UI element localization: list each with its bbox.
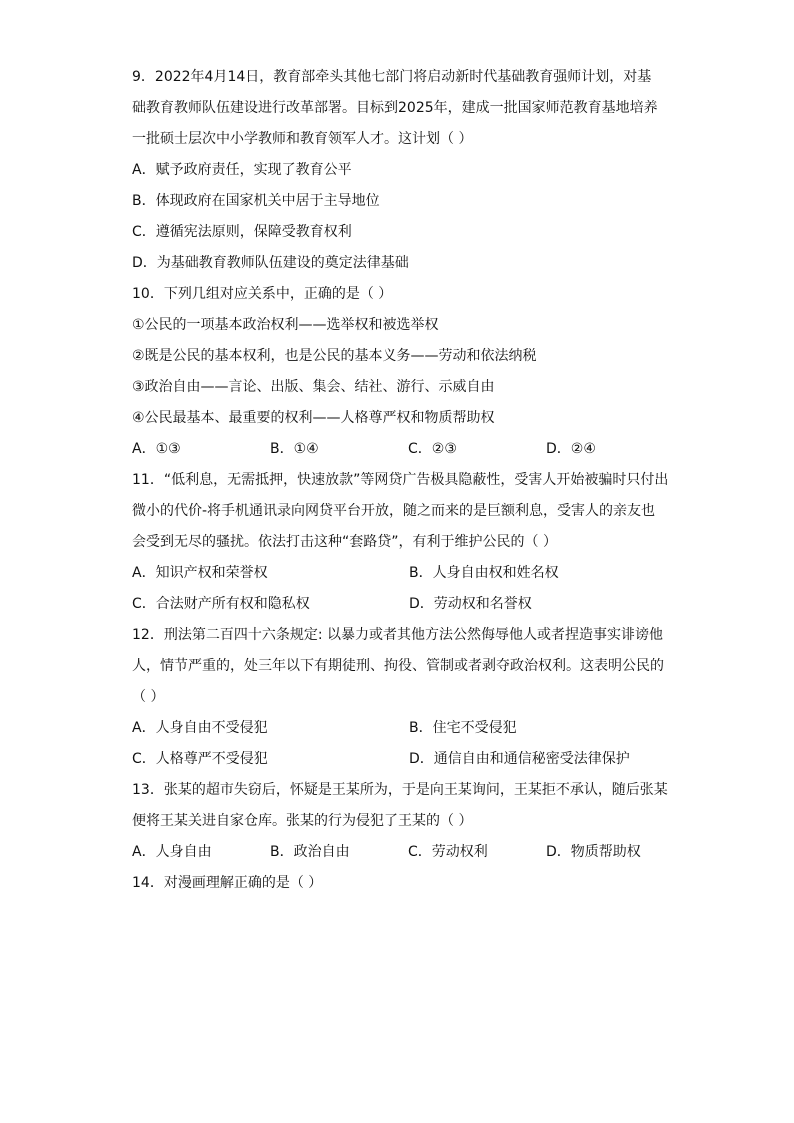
question-stem-line: 一批硕士层次中小学教师和教育领军人才。这计划（ ） (132, 131, 473, 147)
statement-1: ①公民的一项基本政治权利——选举权和被选举权 (132, 317, 439, 333)
question-stem-line: 11．“低利息，无需抵押，快速放款”等网贷广告极具隐蔽性，受害人开始被骗时只付出 (132, 472, 669, 488)
question-stem-line: 人，情节严重的，处三年以下有期徒刑、拘役、管制或者剥夺政治权利。这表明公民的 (132, 658, 664, 674)
option-b: B．①④ (270, 441, 319, 457)
options-row (132, 434, 672, 465)
question-stem-line: 会受到无尽的骚扰。依法打击这种“套路贷”，有利于维护公民的（ ） (132, 534, 557, 550)
options-row (132, 558, 672, 589)
statement-2: ②既是公民的基本权利，也是公民的基本义务——劳动和依法纳税 (132, 348, 537, 364)
option-c: C．遵循宪法原则，保障受教育权利 (132, 224, 352, 240)
statement-4: ④公民最基本、最重要的权利——人格尊严权和物质帮助权 (132, 410, 495, 426)
question-stem-line: 便将王某关进自家仓库。张某的行为侵犯了王某的（ ） (132, 813, 473, 829)
question-10 (132, 279, 672, 465)
option-a: A．赋予政府责任，实现了教育公平 (132, 162, 352, 178)
option-d: D．通信自由和通信秘密受法律保护 (409, 751, 630, 767)
options-row (132, 837, 672, 868)
question-9 (132, 62, 672, 279)
question-stem-line: 13．张某的超市失窃后，怀疑是王某所为，于是向王某询问，王某拒不承认，随后张某 (132, 782, 668, 798)
options-row (132, 713, 672, 744)
option-a: A．人身自由 (132, 844, 212, 860)
option-a: A．人身自由不受侵犯 (132, 720, 268, 736)
option-a: A．知识产权和荣誉权 (132, 565, 268, 581)
question-14 (132, 868, 672, 899)
question-stem-line: （ ） (132, 689, 165, 705)
question-stem-line: 12．刑法第二百四十六条规定: 以暴力或者其他方法公然侮辱他人或者捏造事实诽谤他 (132, 627, 663, 643)
question-stem-line: 微小的代价-将手机通讯录向网贷平台开放，随之而来的是巨额利息，受害人的亲友也 (132, 503, 656, 519)
option-c: C．劳动权利 (408, 844, 488, 860)
question-stem-line: 14．对漫画理解正确的是（ ） (132, 875, 323, 891)
question-12 (132, 620, 672, 775)
question-list (132, 62, 672, 899)
question-stem-line: 9．2022年4月14日，教育部牵头其他七部门将启动新时代基础教育强师计划，对基 (132, 69, 652, 85)
options-row (132, 589, 672, 620)
option-d: D．物质帮助权 (546, 844, 641, 860)
question-stem-line: 础教育教师队伍建设进行改革部署。目标到2025年，建成一批国家师范教育基地培养 (132, 100, 658, 116)
option-a: A．①③ (132, 441, 181, 457)
option-d: D．②④ (546, 441, 596, 457)
option-b: B．人身自由权和姓名权 (409, 565, 559, 581)
option-c: C．人格尊严不受侵犯 (132, 751, 268, 767)
option-d: D．为基础教育教师队伍建设的奠定法律基础 (132, 255, 409, 271)
option-b: B．体现政府在国家机关中居于主导地位 (132, 193, 380, 209)
options-row (132, 744, 672, 775)
question-stem-line: 10．下列几组对应关系中，正确的是（ ） (132, 286, 393, 302)
question-13 (132, 775, 672, 868)
question-11 (132, 465, 672, 620)
option-b: B．政治自由 (270, 844, 350, 860)
statement-3: ③政治自由——言论、出版、集会、结社、游行、示威自由 (132, 379, 495, 395)
option-b: B．住宅不受侵犯 (409, 720, 517, 736)
option-c: C．②③ (408, 441, 457, 457)
option-d: D．劳动权和名誉权 (409, 596, 532, 612)
option-c: C．合法财产所有权和隐私权 (132, 596, 310, 612)
